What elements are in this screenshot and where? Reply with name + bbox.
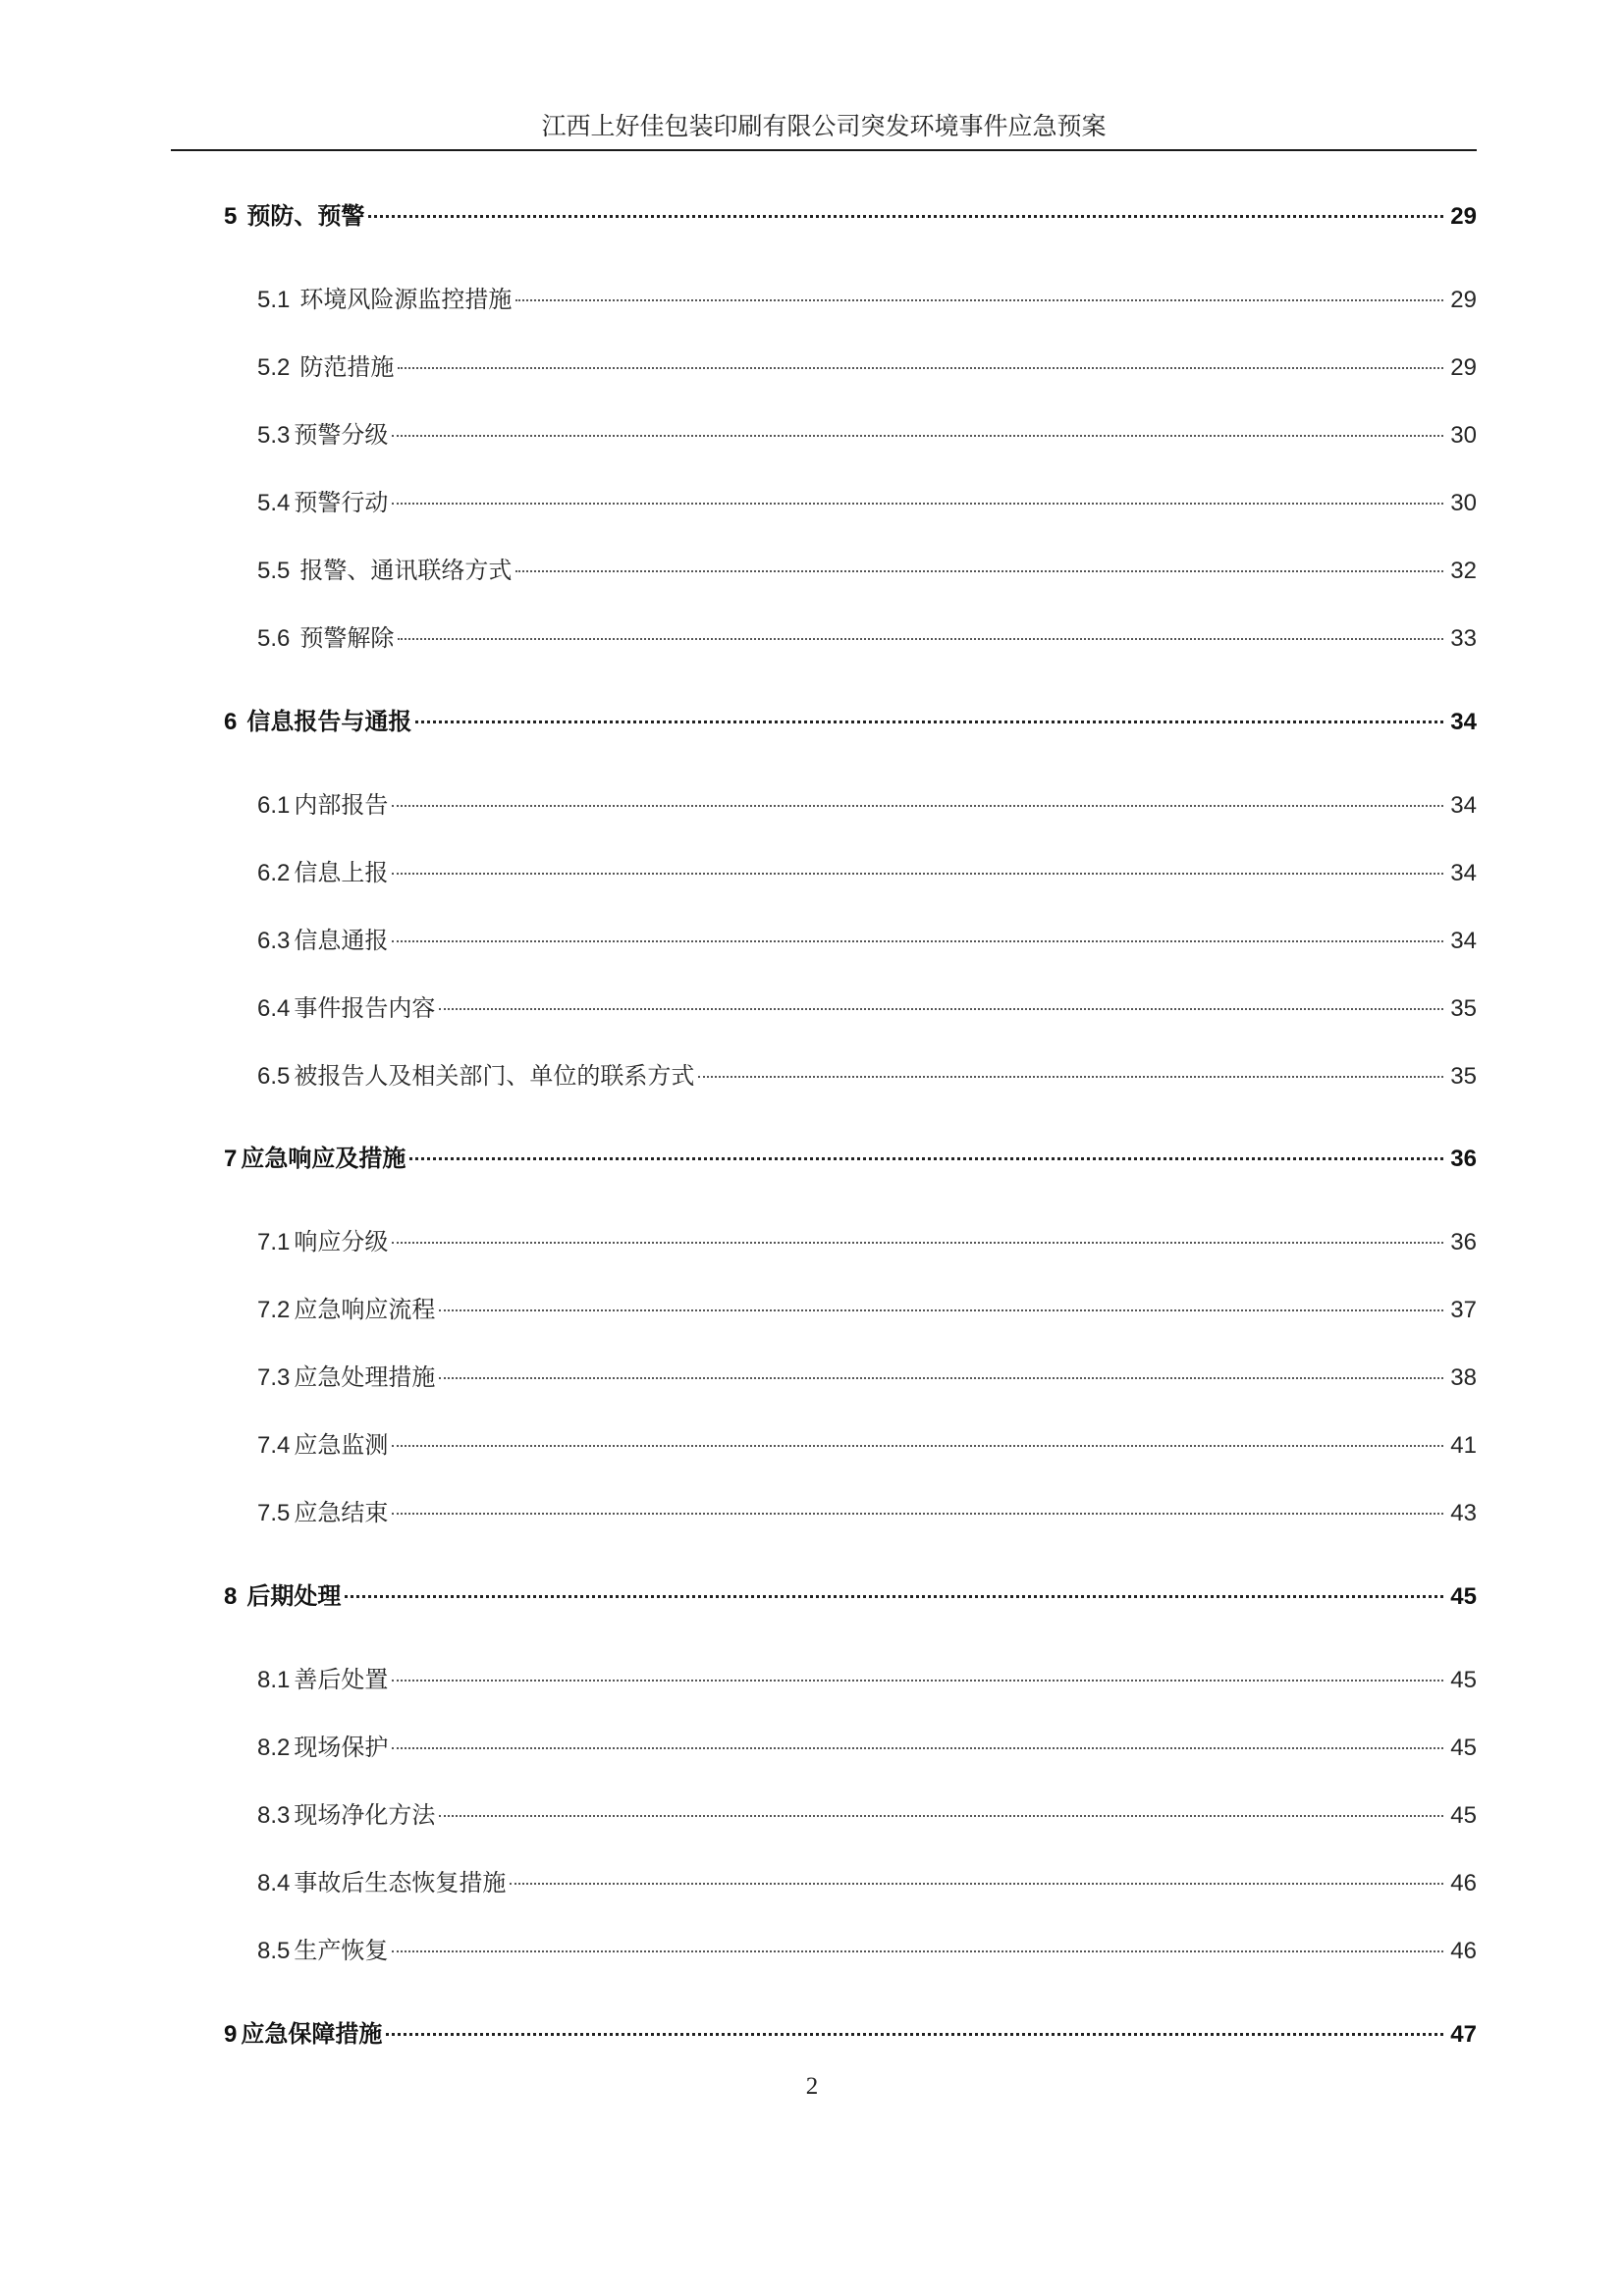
toc-entry-title: 响应分级 [294,1228,389,1255]
toc-entry-number: 8.3 [257,1802,291,1829]
toc-section-entry[interactable] [257,785,1477,825]
toc-section-entry[interactable] [257,1358,1477,1397]
toc-entry-number: 5.5 [257,558,291,584]
toc-entry-title: 应急响应及措施 [241,1145,406,1172]
toc-entry-title: 预警解除 [299,624,395,652]
toc-entry-page: 34 [1450,928,1477,954]
toc-dot-leader [345,1595,1443,1598]
toc-entry-title: 环境风险源监控措施 [299,286,513,313]
toc-chapter-entry[interactable] [224,1576,1477,1616]
toc-dot-leader [439,1815,1443,1817]
toc-entry-title: 应急结束 [294,1499,389,1526]
toc-dot-leader [392,1513,1443,1515]
toc-dot-leader [392,1445,1443,1447]
toc-entry-title: 现场保护 [294,1734,389,1761]
toc-entry-page: 47 [1450,2021,1477,2048]
toc-section-entry[interactable] [257,853,1477,892]
toc-entry-page: 30 [1450,422,1477,449]
toc-section-entry[interactable] [257,1863,1477,1902]
toc-entry-page: 45 [1450,1583,1477,1610]
toc-dot-leader [439,1008,1443,1010]
toc-dot-leader [392,940,1443,942]
toc-dot-leader [515,299,1443,301]
toc-entry-number: 7 [224,1146,238,1172]
toc-entry-number: 5 [224,203,238,230]
toc-entry-page: 29 [1450,203,1477,230]
toc-entry-title: 被报告人及相关部门、单位的联系方式 [294,1062,695,1090]
toc-entry-number: 6.3 [257,928,291,954]
toc-entry-number: 8.2 [257,1735,291,1761]
toc-entry-title: 预警行动 [294,489,389,516]
toc-entry-page: 38 [1450,1364,1477,1391]
toc-dot-leader [515,570,1443,572]
toc-section-entry[interactable] [257,415,1477,454]
toc-entry-number: 5.3 [257,422,291,449]
toc-dot-leader [392,805,1443,807]
toc-dot-leader [398,638,1443,640]
toc-entry-number: 9 [224,2021,238,2048]
toc-section-entry[interactable] [257,347,1477,387]
toc-entry-title: 防范措施 [299,353,395,381]
toc-entry-title: 信息通报 [294,927,389,954]
toc-section-entry[interactable] [257,618,1477,658]
toc-entry-page: 41 [1450,1432,1477,1459]
toc-dot-leader [392,873,1443,875]
toc-entry-number: 6.1 [257,792,291,819]
toc-entry-page: 29 [1450,354,1477,381]
toc-entry-number: 7.3 [257,1364,291,1391]
toc-dot-leader [368,215,1443,218]
toc-section-entry[interactable] [257,1795,1477,1835]
toc-dot-leader [439,1377,1443,1379]
toc-entry-number: 7.4 [257,1432,291,1459]
toc-chapter-entry[interactable] [224,2014,1477,2054]
toc-section-entry[interactable] [257,1660,1477,1699]
toc-entry-page: 45 [1450,1802,1477,1829]
toc-entry-page: 46 [1450,1870,1477,1896]
toc-entry-page: 34 [1450,792,1477,819]
toc-entry-number: 5.2 [257,354,291,381]
toc-dot-leader [415,721,1443,723]
toc-entry-page: 29 [1450,287,1477,313]
toc-section-entry[interactable] [257,280,1477,319]
toc-entry-title: 内部报告 [294,791,389,819]
toc-entry-number: 7.5 [257,1500,291,1526]
toc-entry-page: 30 [1450,490,1477,516]
toc-dot-leader [439,1309,1443,1311]
toc-section-entry[interactable] [257,988,1477,1028]
toc-chapter-entry[interactable] [224,196,1477,236]
toc-chapter-entry[interactable] [224,702,1477,741]
toc-dot-leader [398,367,1443,369]
toc-entry-title: 应急保障措施 [241,2020,383,2048]
toc-entry-page: 45 [1450,1667,1477,1693]
toc-entry-title: 信息上报 [294,859,389,886]
toc-entry-page: 43 [1450,1500,1477,1526]
toc-entry-number: 5.4 [257,490,291,516]
toc-section-entry[interactable] [257,1425,1477,1465]
toc-entry-number: 8.5 [257,1938,291,1964]
toc-entry-title: 信息报告与通报 [246,708,412,735]
toc-dot-leader [698,1076,1443,1078]
toc-dot-leader [392,503,1443,505]
toc-entry-number: 7.1 [257,1229,291,1255]
toc-entry-page: 34 [1450,860,1477,886]
toc-entry-title: 应急响应流程 [294,1296,436,1323]
toc-dot-leader [392,435,1443,437]
toc-dot-leader [392,1950,1443,1952]
toc-section-entry[interactable] [257,1056,1477,1095]
toc-section-entry[interactable] [257,1493,1477,1532]
toc-section-entry[interactable] [257,551,1477,590]
toc-entry-number: 5.1 [257,287,291,313]
toc-entry-number: 6.4 [257,995,291,1022]
toc-entry-title: 应急监测 [294,1431,389,1459]
toc-entry-page: 45 [1450,1735,1477,1761]
toc-entry-title: 生产恢复 [294,1937,389,1964]
toc-section-entry[interactable] [257,1290,1477,1329]
toc-entry-number: 5.6 [257,625,291,652]
toc-dot-leader [392,1747,1443,1749]
toc-section-entry[interactable] [257,1931,1477,1970]
toc-dot-leader [386,2033,1443,2036]
toc-section-entry[interactable] [257,1728,1477,1767]
toc-entry-page: 33 [1450,625,1477,652]
toc-entry-page: 36 [1450,1146,1477,1172]
toc-entry-number: 6 [224,709,238,735]
toc-entry-page: 36 [1450,1229,1477,1255]
toc-entry-number: 8.4 [257,1870,291,1896]
toc-entry-title: 应急处理措施 [294,1363,436,1391]
toc-entry-number: 7.2 [257,1297,291,1323]
toc-dot-leader [510,1883,1443,1885]
toc-entry-page: 34 [1450,709,1477,735]
toc-entry-title: 预警分级 [294,421,389,449]
page-number: 2 [805,2073,819,2100]
toc-entry-number: 8 [224,1583,238,1610]
toc-dot-leader [392,1242,1443,1244]
toc-entry-title: 善后处置 [294,1666,389,1693]
toc-entry-page: 37 [1450,1297,1477,1323]
toc-entry-number: 6.2 [257,860,291,886]
toc-entry-title: 预防、预警 [246,202,365,230]
toc-entry-title: 后期处理 [246,1582,342,1610]
toc-entry-title: 报警、通讯联络方式 [299,557,513,584]
toc-entry-page: 35 [1450,1063,1477,1090]
toc-entry-page: 35 [1450,995,1477,1022]
toc-section-entry[interactable] [257,1222,1477,1261]
toc-section-entry[interactable] [257,921,1477,960]
toc-entry-number: 6.5 [257,1063,291,1090]
toc-entry-page: 46 [1450,1938,1477,1964]
toc-dot-leader [392,1680,1443,1682]
toc-entry-page: 32 [1450,558,1477,584]
toc-chapter-entry[interactable] [224,1139,1477,1178]
page-header-title: 江西上好佳包装印刷有限公司突发环境事件应急预案 [541,112,1107,140]
toc-entry-title: 事故后生态恢复措施 [294,1869,507,1896]
toc-entry-title: 现场净化方法 [294,1801,436,1829]
toc-section-entry[interactable] [257,483,1477,522]
toc-dot-leader [409,1157,1443,1160]
toc-entry-number: 8.1 [257,1667,291,1693]
toc-entry-title: 事件报告内容 [294,994,436,1022]
